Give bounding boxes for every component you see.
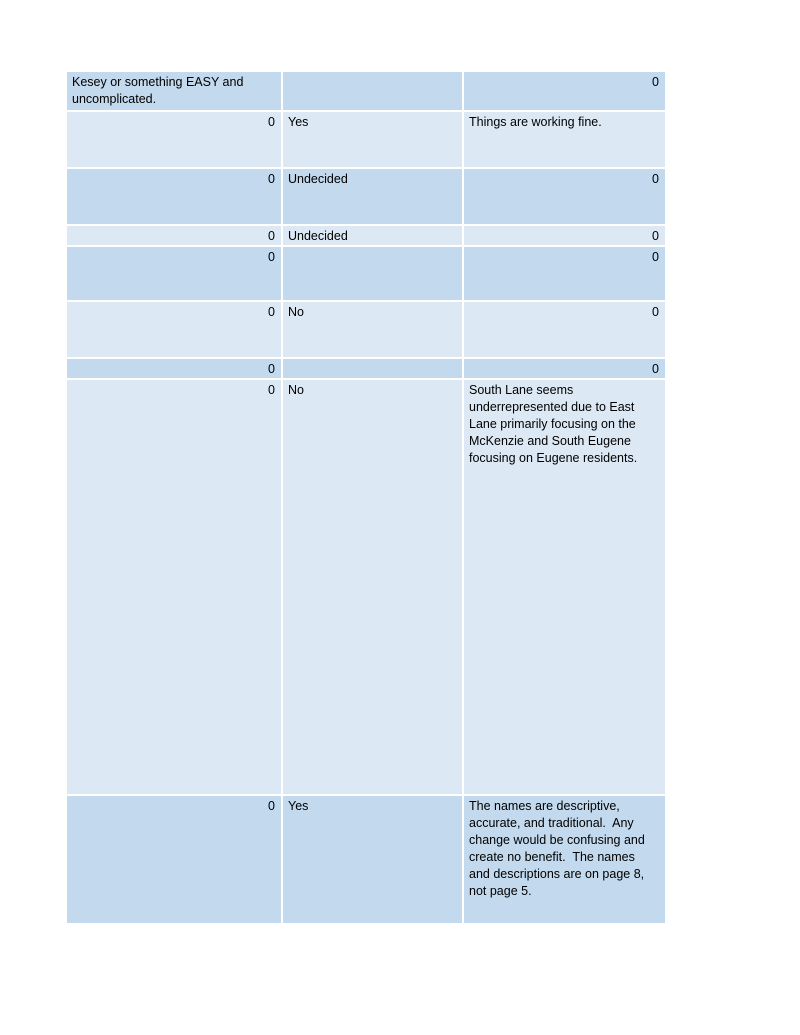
- response-count: 0: [268, 115, 275, 129]
- table-row: [67, 796, 665, 923]
- table-row: [67, 169, 665, 224]
- cell-comment: [464, 72, 665, 110]
- cell-vote: [283, 169, 462, 224]
- cell-response: [67, 112, 281, 167]
- comment-text: South Lane seems underrepresented due to East Lane primarily focusing on the McKenzie and South Eugene focusing on Eugene residents.: [469, 383, 640, 465]
- comment-count: 0: [652, 362, 659, 376]
- vote-text: Yes: [288, 115, 309, 129]
- cell-vote: [283, 359, 462, 378]
- table-row: [67, 359, 665, 378]
- response-count: 0: [268, 229, 275, 243]
- vote-text: No: [288, 305, 304, 319]
- cell-response: [67, 380, 281, 794]
- table-row: [67, 226, 665, 245]
- cell-vote: [283, 380, 462, 794]
- comment-count: 0: [652, 229, 659, 243]
- response-count: 0: [268, 362, 275, 376]
- cell-comment: [464, 380, 665, 794]
- response-count: 0: [268, 250, 275, 264]
- cell-response: [67, 302, 281, 357]
- table-row: [67, 112, 665, 167]
- comment-count: 0: [652, 250, 659, 264]
- response-count: 0: [268, 172, 275, 186]
- cell-vote: [283, 247, 462, 300]
- comment-text: Things are working fine.: [469, 115, 602, 129]
- comment-count: 0: [652, 172, 659, 186]
- cell-vote: [283, 226, 462, 245]
- cell-comment: [464, 112, 665, 167]
- vote-text: Undecided: [288, 229, 348, 243]
- table-row: [67, 380, 665, 794]
- table-row: [67, 72, 665, 110]
- cell-vote: [283, 302, 462, 357]
- comment-text: The names are descriptive, accurate, and traditional. Any change would be confusing and create no benefit. The names and descriptions are on page 8, not page 5.: [469, 799, 649, 898]
- table-row: [67, 247, 665, 300]
- cell-response: [67, 247, 281, 300]
- table-row: [67, 302, 665, 357]
- cell-comment: [464, 247, 665, 300]
- cell-vote: [283, 796, 462, 923]
- cell-comment: [464, 169, 665, 224]
- response-count: 0: [268, 383, 275, 397]
- cell-response: [67, 359, 281, 378]
- vote-text: No: [288, 383, 304, 397]
- response-text: Kesey or something EASY and uncomplicated.: [72, 75, 247, 106]
- cell-comment: [464, 302, 665, 357]
- cell-response: [67, 226, 281, 245]
- vote-text: Undecided: [288, 172, 348, 186]
- response-count: 0: [268, 799, 275, 813]
- cell-comment: [464, 226, 665, 245]
- cell-vote: [283, 72, 462, 110]
- cell-vote: [283, 112, 462, 167]
- comment-count: 0: [652, 75, 659, 89]
- cell-response: [67, 72, 281, 110]
- response-count: 0: [268, 305, 275, 319]
- comment-count: 0: [652, 305, 659, 319]
- vote-text: Yes: [288, 799, 309, 813]
- cell-comment: [464, 359, 665, 378]
- cell-response: [67, 169, 281, 224]
- cell-response: [67, 796, 281, 923]
- survey-table: [67, 72, 665, 923]
- cell-comment: [464, 796, 665, 923]
